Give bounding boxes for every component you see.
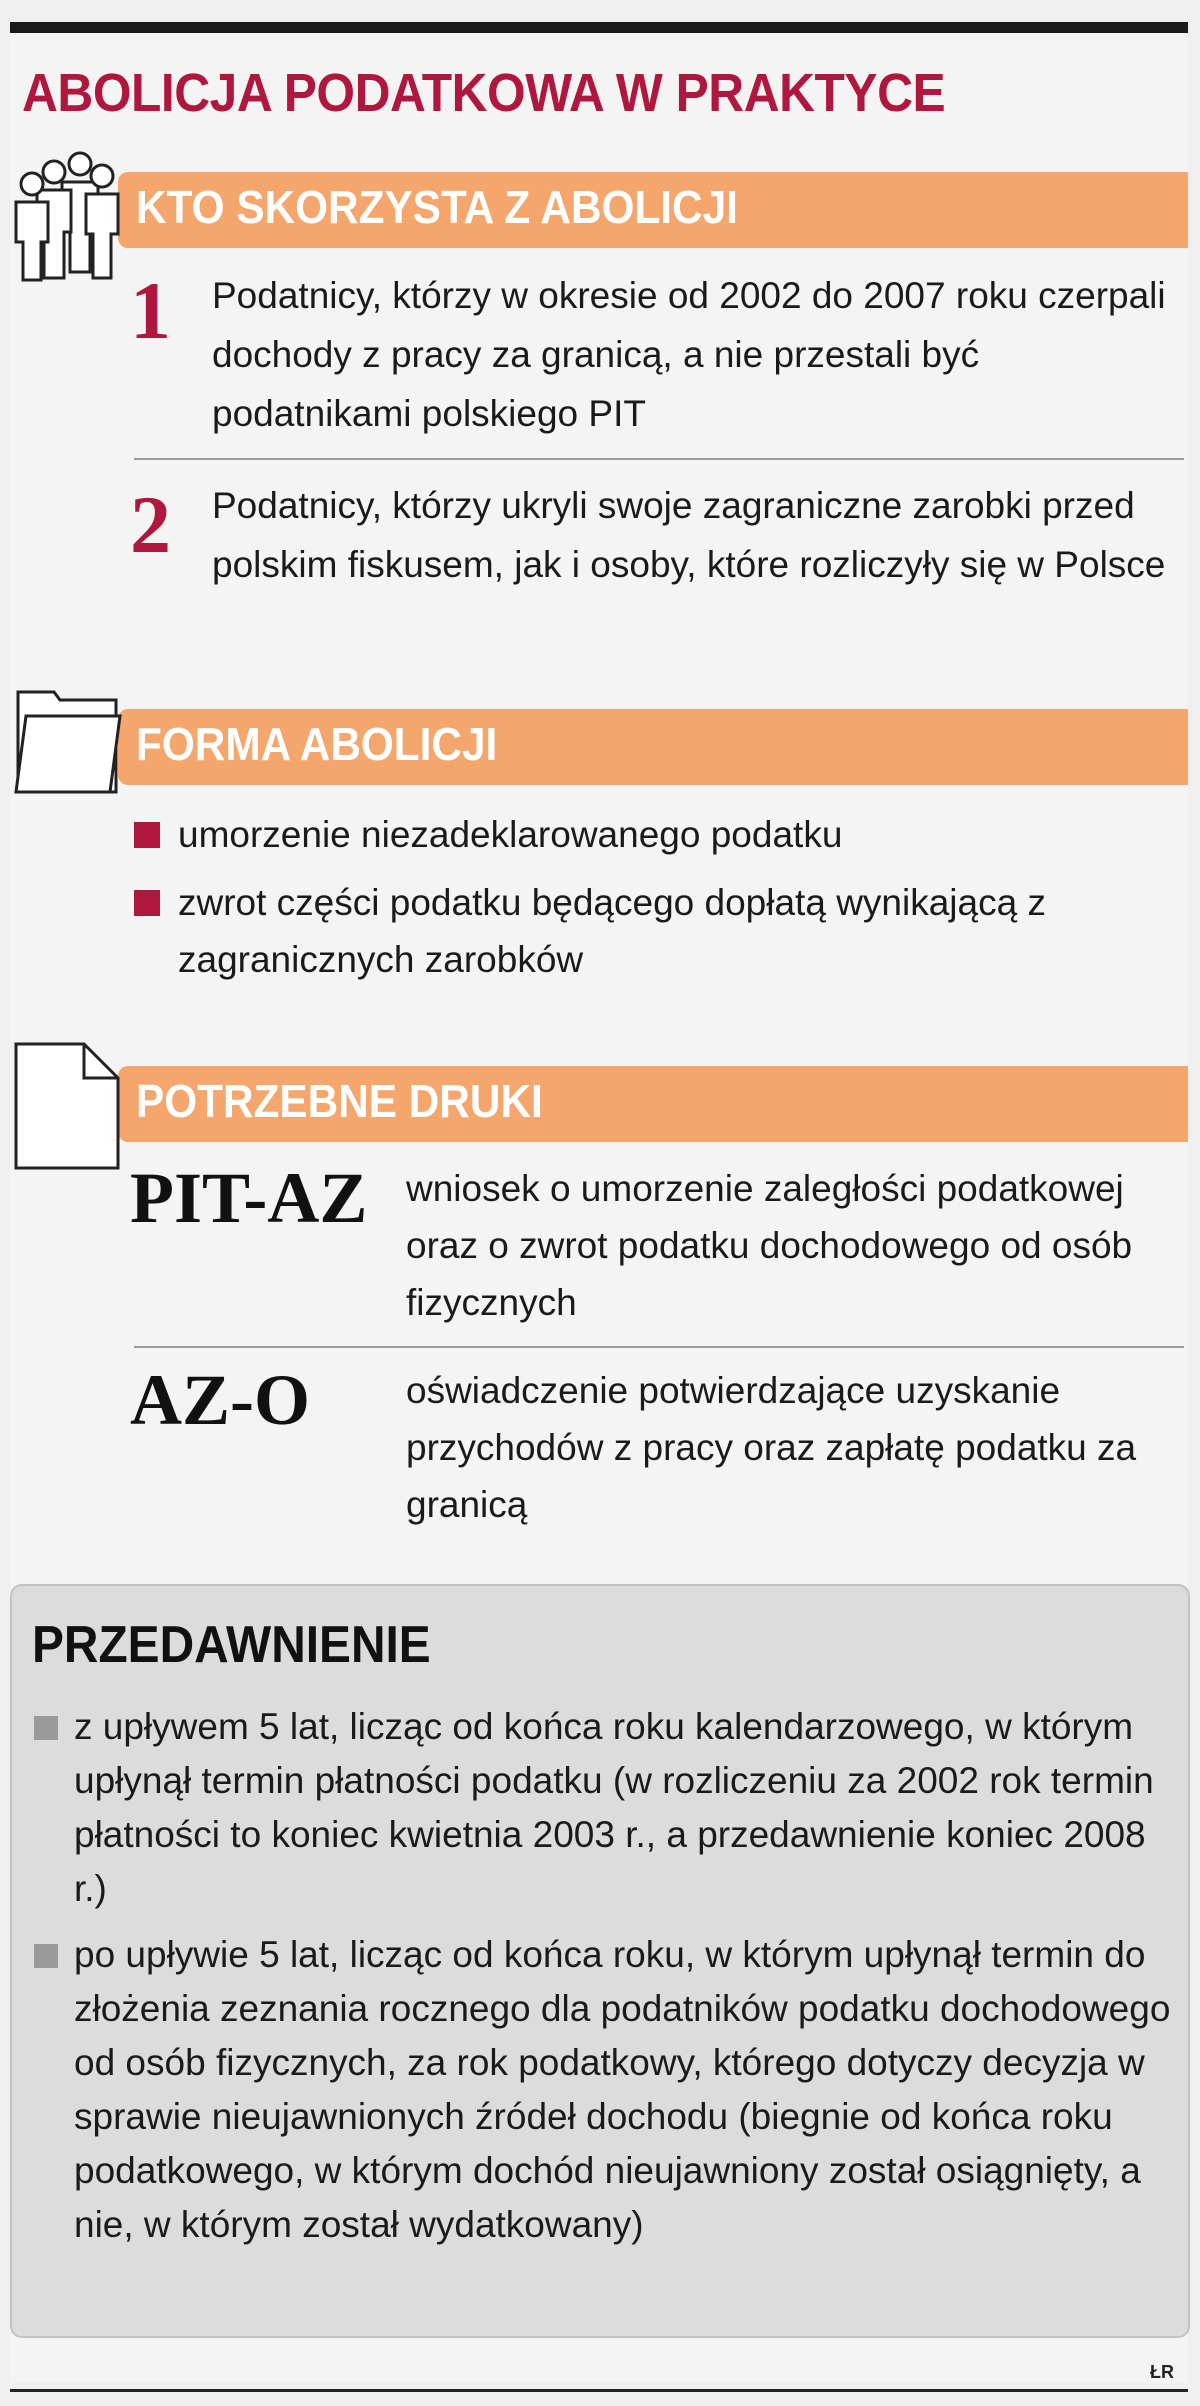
document-icon [12, 1040, 122, 1172]
section-title-form: FORMA ABOLICJI [136, 718, 498, 770]
limitation-text: z upływem 5 lat, licząc od końca roku kalendarzowego, w którym upłynął termin płatności podatku (w rozliczeniu za 2002 rok termin płatności to koniec kwietnia 2003 r., a przedawnienie koniec 2008 r.) [74, 1706, 1154, 1909]
item-text: Podatnicy, którzy w okresie od 2002 do 2007 roku czerpali dochody z pracy za granicą, a nie przestali być podatnikami polskiego PIT [212, 275, 1166, 434]
section-title-who: KTO SKORZYSTA Z ABOLICJI [136, 181, 738, 233]
folder-icon [12, 684, 124, 798]
form-description: oświadczenie potwierdzające uzyskanie przychodów z pracy oraz zapłatę podatku za granicą [406, 1370, 1137, 1525]
bottom-rule [10, 2389, 1188, 2392]
item-text: Podatnicy, którzy ukryli swoje zagraniczne zarobki przed polskim fiskusem, jak i osoby, które rozliczyły się w Polsce [212, 485, 1166, 585]
bullet-text: zwrot części podatku będącego dopłatą wynikającą z zagranicznych zarobków [178, 882, 1046, 980]
divider [134, 1346, 1184, 1348]
bullet [34, 1716, 58, 1740]
bullet [34, 1944, 58, 1968]
form-code: PIT-AZ [130, 1158, 368, 1238]
credit: ŁR [1150, 2362, 1174, 2382]
limitation-text: po upływie 5 lat, licząc od końca roku, w którym upłynął termin do złożenia zeznania rocznego dla podatników podatku dochodowego od osób fizycznych, za rok podatkowy, którego dotyczy decyzja w sprawie nieujawnionych źródeł dochodu (biegnie od końca roku podatkowego, w którym dochód nieujawniony został osiągnięty, a nie, w którym został wydatkowany) [74, 1934, 1171, 2245]
bullet-text: umorzenie niezadeklarowanego podatku [178, 814, 843, 855]
form-description: wniosek o umorzenie zaległości podatkowej oraz o zwrot podatku dochodowego od osób fizycznych [406, 1168, 1133, 1323]
top-rule [10, 22, 1188, 33]
page-title: ABOLICJA PODATKOWA W PRAKTYCE [22, 63, 946, 123]
item-number: 1 [130, 265, 171, 356]
divider [134, 458, 1184, 460]
form-code: AZ-O [130, 1360, 310, 1440]
item-number: 2 [130, 479, 171, 570]
bullet [134, 890, 160, 916]
people-icon [10, 148, 126, 282]
limitation-title: PRZEDAWNIENIE [32, 1616, 431, 1674]
bullet [134, 822, 160, 848]
section-title-forms: POTRZEBNE DRUKI [136, 1075, 543, 1127]
